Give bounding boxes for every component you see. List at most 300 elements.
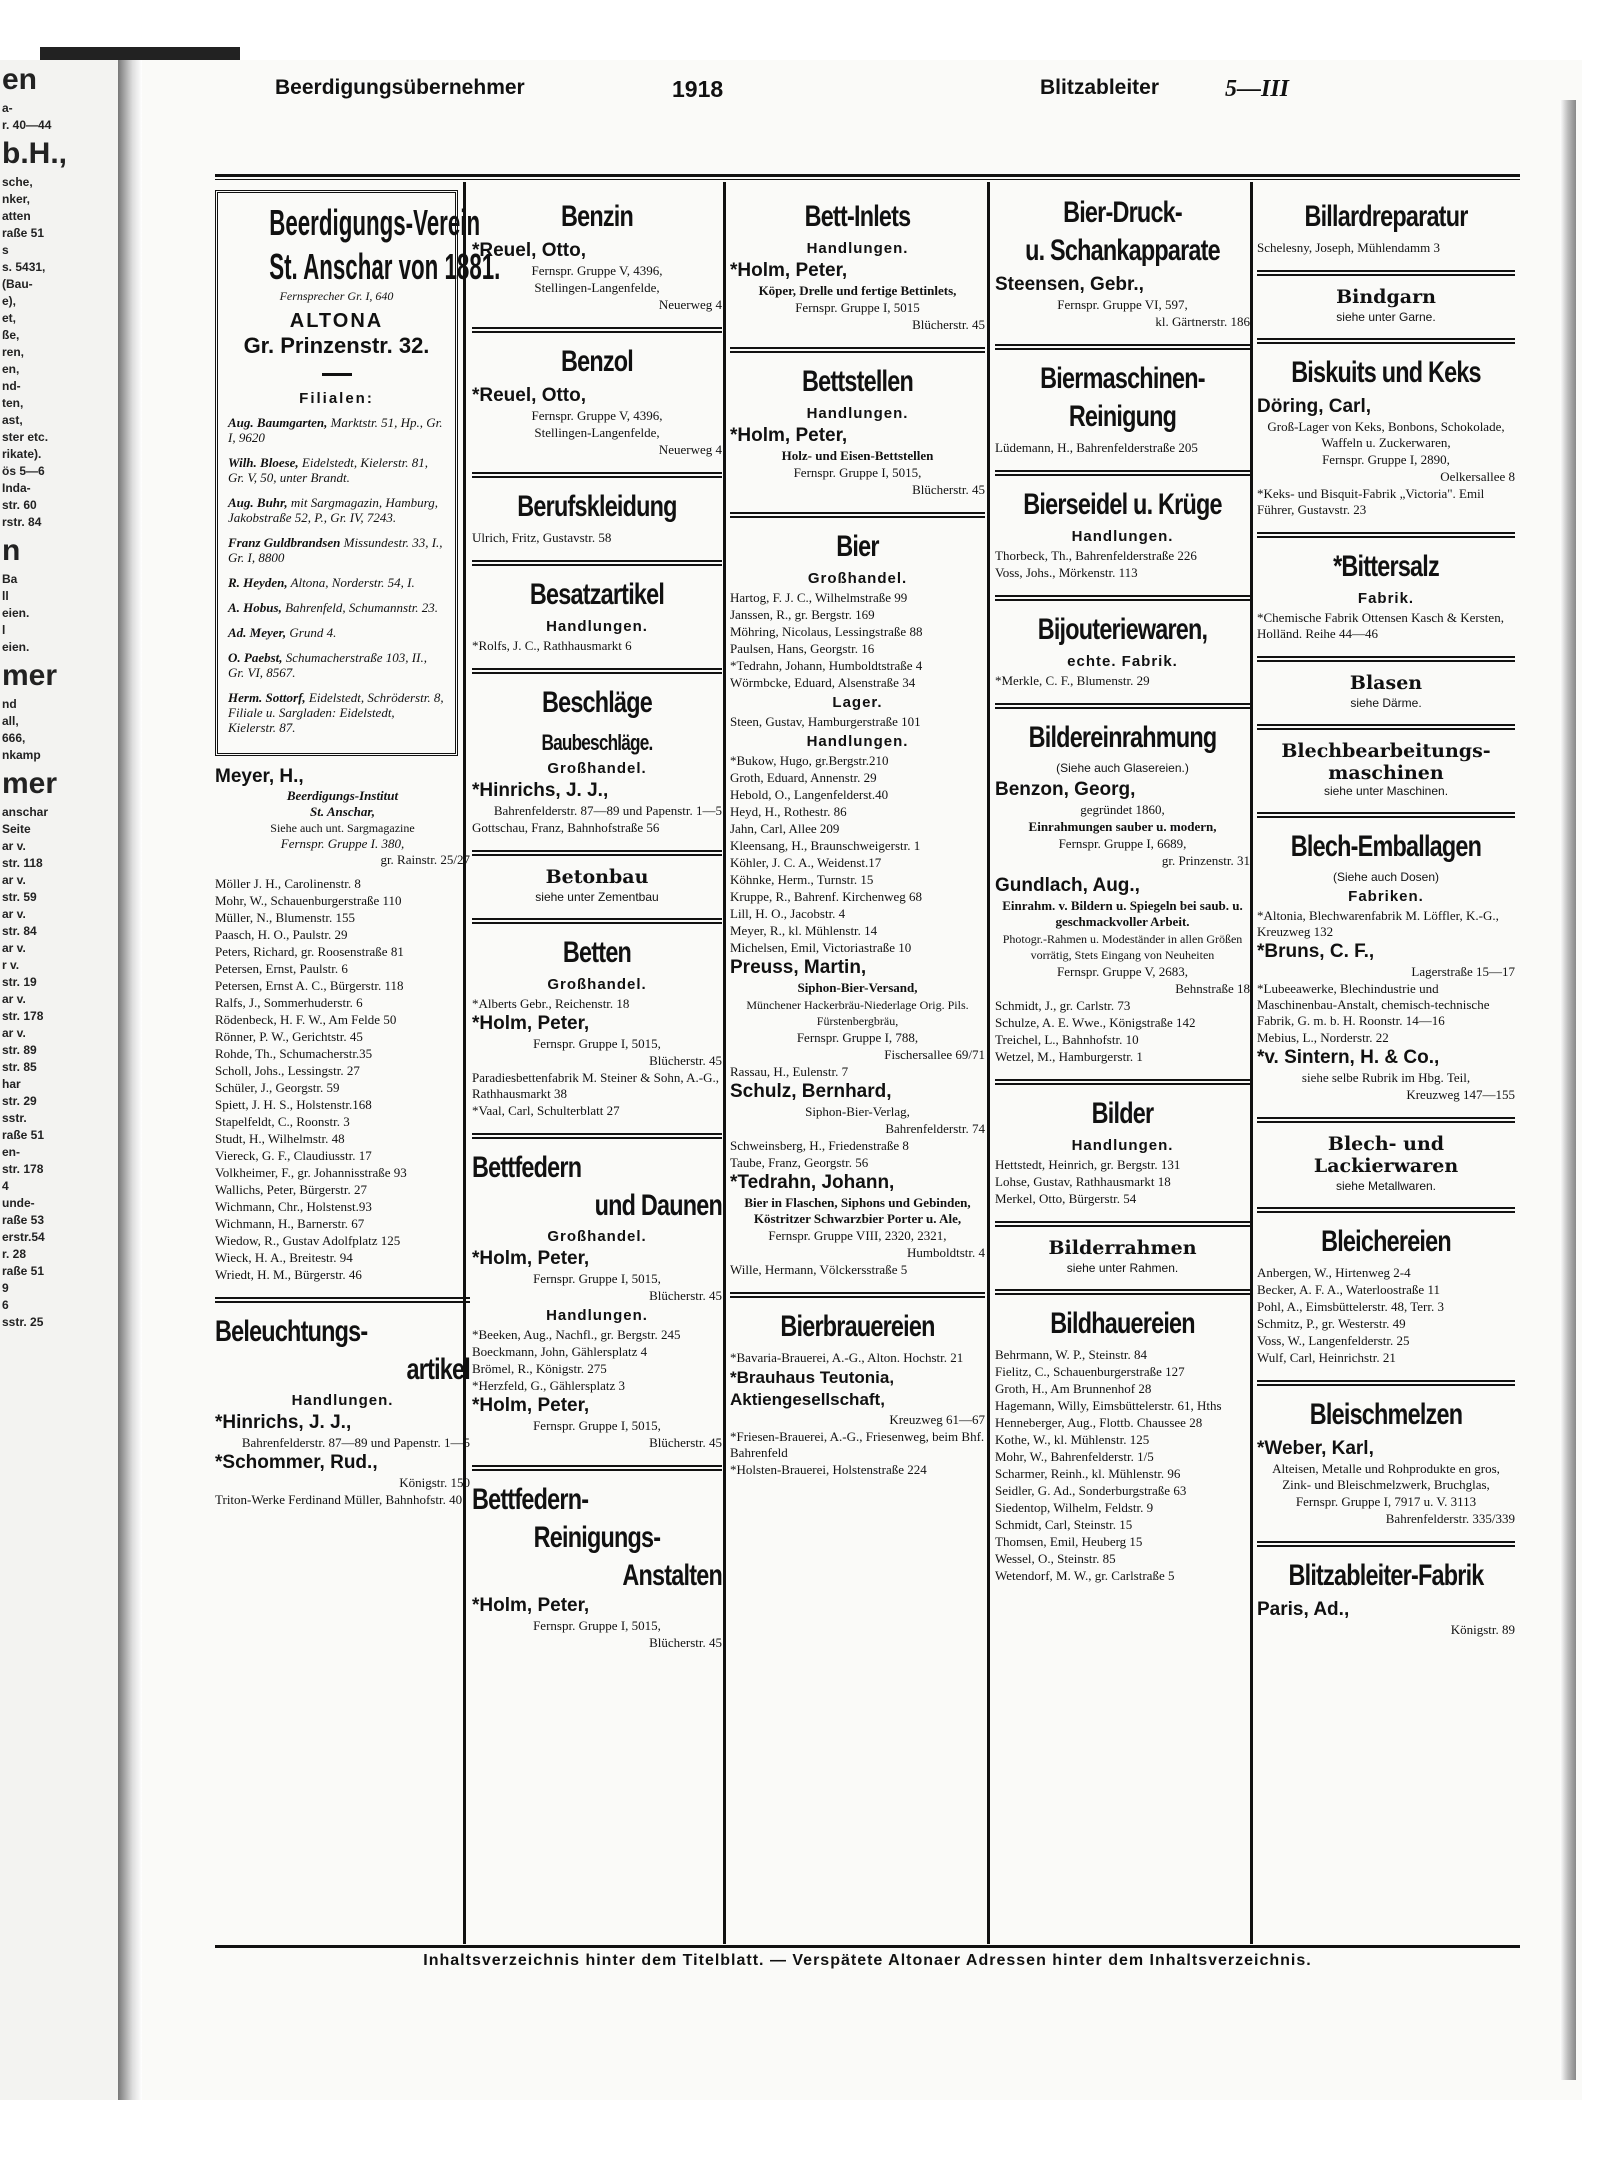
branch-name: Aug. Baumgarten, (228, 415, 328, 430)
text-fragment: str. 60 (2, 498, 37, 512)
entry-line: Humboldtstr. 4 (906, 1245, 985, 1260)
section-heading: Blitzableiter-Fabrik (1288, 1559, 1484, 1592)
list-item: Rödenbeck, H. F. W., Am Felde 50 (215, 1012, 397, 1027)
header-rule (215, 174, 1520, 177)
section-rule (472, 564, 722, 566)
text-fragment: ße, (2, 328, 20, 342)
section-heading: Berufskleidung (517, 490, 677, 523)
section-heading: u. Schankapparate (1025, 234, 1220, 267)
section-heading: Bier-Druck- (1063, 196, 1182, 229)
section-heading: Bierseidel u. Krüge (1023, 488, 1222, 521)
footer-note: Inhaltsverzeichnis hinter dem Titelblatt. — Verspätete Altonaer Adressen hinter dem Inhaltsverzeichnis. (423, 1952, 1312, 1969)
subheading: Handlungen. (291, 1392, 394, 1409)
entry-name: Steensen, Gebr., (995, 274, 1144, 295)
entry-line: Alteisen, Metalle und Rohprodukte en gros, Zink- und Bleischmelzwerk, Bruchglas, (1272, 1461, 1500, 1492)
list-item: Schmidt, Carl, Steinstr. 15 (995, 1517, 1133, 1532)
subheading: Großhandel. (547, 760, 647, 777)
list-item: *Altonia, Blechwarenfabrik M. Löffler, K.-G., Kreuzweg 132 (1257, 908, 1499, 939)
entry-name: *Reuel, Otto, (472, 385, 587, 406)
entry-line: Fernspr. Gruppe I. 380, (280, 836, 405, 851)
list-item: Paasch, H. O., Paulstr. 29 (215, 927, 348, 942)
entry-line: Fischersallee 69/71 (884, 1047, 985, 1062)
section-heading: Benzin (560, 200, 634, 233)
text-fragment: str. 118 (2, 856, 43, 870)
entry-name: *Holm, Peter, (472, 1595, 590, 1616)
entry-line: Köper, Drelle und fertige Bettinlets, (758, 283, 957, 298)
section-rule (1257, 660, 1515, 662)
list-item: Wetendorf, M. W., gr. Carlstraße 5 (995, 1568, 1175, 1583)
section-rule (995, 344, 1250, 346)
entry-list (995, 998, 1250, 1065)
branch-entry (228, 455, 445, 485)
section-heading: Biermaschinen- (1040, 362, 1205, 395)
list-item: Möller J. H., Carolinenstr. 8 (215, 876, 361, 891)
list-item: Schmitz, P., gr. Westerstr. 49 (1257, 1316, 1406, 1331)
footer-rule (215, 1945, 1520, 1948)
text-fragment: str. 178 (2, 1009, 44, 1023)
entry-line: Fernspr. Gruppe I, 5015, (533, 1418, 661, 1433)
text-fragment: (Bau- (2, 277, 33, 291)
text-fragment: mer (2, 659, 58, 692)
list-item: Schulze, A. E. Wwe., Königstraße 142 (995, 1015, 1196, 1030)
text-fragment: ster etc. (2, 430, 49, 444)
branch-name: A. Hobus, (228, 600, 282, 615)
section-rule (1257, 812, 1515, 814)
section-rule (995, 1225, 1250, 1227)
entry-line: Stellingen-Langenfelde, (534, 425, 660, 440)
section-rule (995, 470, 1250, 472)
section-rule (472, 854, 722, 856)
text-fragment: str. 178 (2, 1162, 44, 1176)
list-item: Gottschau, Franz, Bahnhofstraße 56 (472, 820, 660, 835)
entry-list (995, 1347, 1250, 1584)
header-left: Beerdigungsübernehmer (275, 76, 525, 99)
entry-line: Siphon-Bier-Verlag, (805, 1104, 910, 1119)
cross-reference: siehe unter Rahmen. (1066, 1261, 1179, 1275)
cross-reference: (Siehe auch Dosen) (1332, 870, 1440, 884)
section-rule (1257, 1541, 1515, 1543)
text-fragment: 6 (2, 1298, 9, 1312)
section-rule (472, 672, 722, 674)
list-item: Pohl, A., Eimsbüttelerstr. 48, Terr. 3 (1257, 1299, 1444, 1314)
list-item: Becker, A. F. A., Waterloostraße 11 (1257, 1282, 1440, 1297)
section-rule (995, 1083, 1250, 1085)
branch-name: Franz Guldbrandsen (228, 535, 341, 550)
section-rule (472, 472, 722, 474)
list-item: Rönner, P. W., Gerichtstr. 45 (215, 1029, 363, 1044)
text-fragment: a- (2, 101, 13, 115)
text-fragment: 9 (2, 1281, 9, 1295)
section-heading: Reinigungs- (533, 1521, 661, 1554)
section-heading: Reinigung (1068, 400, 1177, 433)
entry-name: *Reuel, Otto, (472, 240, 587, 261)
entry-list (215, 876, 470, 1283)
column-5 (1257, 190, 1515, 1940)
text-fragment: ar v. (2, 992, 26, 1006)
list-item: *Merkle, C. F., Blumenstr. 29 (995, 673, 1150, 688)
section-rule (472, 1133, 722, 1135)
section-heading: Blasen (1349, 672, 1423, 694)
entry-line: Fernspr. Gruppe VI, 597, (1057, 297, 1188, 312)
list-item: *Bukow, Hugo, gr.Bergstr.210 (730, 753, 889, 768)
entry-name: Benzon, Georg, (995, 779, 1136, 800)
section-heading: Anstalten (622, 1559, 722, 1592)
list-item: Spiett, J. H. S., Holstenstr.168 (215, 1097, 372, 1112)
text-fragment: nd (2, 697, 17, 711)
entry-line: Behnstraße 18 (1175, 981, 1250, 996)
entry-name: *Hinrichs, J. J., (215, 1412, 352, 1433)
entry-name: *Weber, Karl, (1257, 1438, 1374, 1459)
header-year: 1918 (672, 76, 724, 102)
list-item: *Holsten-Brauerei, Holstenstraße 224 (730, 1462, 927, 1477)
text-fragment: nkamp (2, 748, 41, 762)
entry-line: Fernspr. Gruppe VIII, 2320, 2321, (768, 1228, 947, 1243)
entry-line: Blücherstr. 45 (649, 1053, 722, 1068)
page-edge (1560, 100, 1576, 2080)
entry-line: Bahrenfelderstr. 74 (885, 1121, 985, 1136)
list-item: *Friesen-Brauerei, A.-G., Friesenweg, beim Bhf. Bahrenfeld (730, 1429, 985, 1460)
entry-line: Fernspr. Gruppe I, 5015, (533, 1271, 661, 1286)
list-item: Treichel, L., Bahnhofstr. 10 (995, 1032, 1139, 1047)
subheading: Großhandel. (807, 570, 908, 587)
list-item: Kruppe, R., Bahrenf. Kirchenweg 68 (730, 889, 923, 904)
text-fragment: et, (2, 311, 17, 325)
list-item: Groth, H., Am Brunnenhof 28 (995, 1381, 1152, 1396)
list-item: Stapelfeldt, C., Roonstr. 3 (215, 1114, 350, 1129)
entry-line: Blücherstr. 45 (912, 482, 985, 497)
section-rule (1257, 816, 1515, 818)
text-fragment: mer (2, 767, 58, 800)
list-item: Meyer, R., kl. Mühlenstr. 14 (730, 923, 878, 938)
section-rule (472, 560, 722, 562)
section-rule (995, 595, 1250, 597)
entry-name: *Schommer, Rud., (215, 1452, 378, 1473)
text-fragment: r. 28 (2, 1247, 27, 1261)
book-gutter (118, 60, 142, 2100)
branch-address: Marktstr. 51, Hp., Gr. I, 9620 (228, 415, 443, 445)
list-item: Rohde, Th., Schumacherstr.35 (215, 1046, 373, 1061)
list-item: Möhring, Nicolaus, Lessingstraße 88 (730, 624, 923, 639)
entry-line: gr. Prinzenstr. 31 (1161, 853, 1250, 868)
list-item: *Chemische Fabrik Ottensen Kasch & Kersten, Holländ. Reihe 44—46 (1257, 610, 1504, 641)
section-rule (1257, 338, 1515, 340)
entry-line: Bahrenfelderstr. 87—89 und Papenstr. 1—5 (241, 1435, 470, 1450)
subheading: Handlungen. (806, 240, 909, 257)
list-item: Thorbeck, Th., Bahrenfelderstraße 226 (995, 548, 1197, 563)
list-item: Schüler, J., Georgstr. 59 (215, 1080, 340, 1095)
section-rule (995, 1079, 1250, 1081)
entry-name: Döring, Carl, (1257, 396, 1372, 417)
branch-entry (228, 690, 445, 735)
entry-line: Kreuzweg 61—67 (889, 1412, 985, 1427)
section-rule (472, 850, 722, 852)
funeral-association-ad (215, 190, 501, 756)
text-fragment: str. 19 (2, 975, 37, 989)
entry-line: Münchener Hackerbräu-Niederlage Orig. Pils. Fürstenbergbräu, (746, 998, 969, 1028)
section-rule (472, 1137, 722, 1139)
list-item: Kothe, W., kl. Mühlenstr. 125 (995, 1432, 1150, 1447)
list-item: Janssen, R., gr. Bergstr. 169 (730, 607, 875, 622)
entry-name: Paris, Ad., (1257, 1599, 1350, 1620)
text-fragment: s. 5431, (2, 260, 46, 274)
meyer-entry (215, 766, 470, 868)
text-fragment: e), (2, 294, 17, 308)
list-item: Wessel, O., Steinstr. 85 (995, 1551, 1116, 1566)
branch-entry (228, 575, 445, 590)
section-heading: *Bittersalz (1333, 550, 1439, 583)
section-heading: Bett-Inlets (804, 200, 911, 233)
text-fragment: ten, (2, 396, 24, 410)
list-item: Triton-Werke Ferdinand Müller, Bahnhofstr. 40 (215, 1492, 463, 1507)
entry-line: Fernspr. Gruppe V, 4396, (531, 408, 663, 423)
text-fragment: str. 85 (2, 1060, 37, 1074)
section-rule (730, 351, 985, 353)
column-4 (995, 190, 1250, 1940)
entry-name: *Holm, Peter, (472, 1013, 590, 1034)
entry-line: Bahrenfelderstr. 335/339 (1385, 1511, 1515, 1526)
subheading: echte. Fabrik. (1067, 653, 1178, 670)
list-item: Hebold, O., Langenfelderst.40 (730, 787, 889, 802)
section-rule (730, 1296, 985, 1298)
subheading: Handlungen. (806, 733, 909, 750)
list-item: Wulf, Carl, Heinrichstr. 21 (1257, 1350, 1396, 1365)
text-fragment: s (2, 243, 9, 257)
section-rule (730, 1292, 985, 1294)
text-fragment: Ba (2, 572, 18, 586)
list-item: Boeckmann, John, Gählersplatz 4 (472, 1344, 648, 1359)
entry-line: Groß-Lager von Keks, Bonbons, Schokolade, Waffeln u. Zuckerwaren, (1267, 419, 1505, 450)
section-heading: Bildhauereien (1050, 1307, 1195, 1340)
list-item: *Lubeeawerke, Blechindustrie und Maschinenbau-Anstalt, chemisch-technische Fabrik, G. m. b. H. Roonstr. 14—16 (1257, 981, 1490, 1028)
section-heading: Bier (836, 530, 879, 563)
section-rule (1257, 1380, 1515, 1382)
text-fragment: en (2, 63, 38, 96)
entry-list (995, 1157, 1250, 1207)
branch-entry (228, 625, 445, 640)
text-fragment: sche, (2, 175, 33, 189)
list-item: Brömel, R., Königstr. 275 (472, 1361, 607, 1376)
section-rule (995, 348, 1250, 350)
column-1 (215, 190, 501, 1940)
subheading: Handlungen. (1071, 528, 1174, 545)
section-heading: Bijouteriewaren, (1037, 613, 1208, 646)
entry-name: *Tedrahn, Johann, (730, 1172, 895, 1193)
section-heading: Bettfedern (472, 1151, 582, 1184)
column-rule (1250, 182, 1253, 1944)
list-item: Ulrich, Fritz, Gustavstr. 58 (472, 530, 612, 545)
previous-page-fragment (0, 60, 120, 2100)
text-fragment: ös 5—6 (2, 464, 45, 478)
entry-line: Siphon-Bier-Versand, (797, 980, 918, 995)
section-rule (1257, 1207, 1515, 1209)
list-item: Peters, Richard, gr. Roosenstraße 81 (215, 944, 404, 959)
text-fragment: en- (2, 1145, 20, 1159)
section-heading: Benzol (560, 345, 634, 378)
section-rule (995, 474, 1250, 476)
subheading: Großhandel. (547, 1228, 647, 1245)
list-item: Volkheimer, F., gr. Johannisstraße 93 (215, 1165, 407, 1180)
list-item: Anbergen, W., Hirtenweg 2-4 (1257, 1265, 1411, 1280)
column-2 (472, 190, 722, 1940)
section-rule (472, 327, 722, 329)
section-rule (730, 512, 985, 514)
cross-reference: siehe Metallwaren. (1335, 1179, 1437, 1193)
section-rule (1257, 728, 1515, 730)
entry-line: Fernspr. Gruppe I, 5015, (793, 465, 922, 480)
section-heading: Blech- und Lackierwaren (1313, 1133, 1459, 1177)
branch-name: O. Paebst, (228, 650, 283, 665)
text-fragment: Seite (2, 822, 31, 836)
branch-entry (228, 415, 445, 445)
section-rule (472, 331, 722, 333)
section-heading: Bilder (1091, 1097, 1154, 1130)
section-rule (472, 1469, 722, 1471)
list-item: Rassau, H., Eulenstr. 7 (730, 1064, 849, 1079)
entry-name: Meyer, H., (215, 766, 304, 787)
entry-name: *Brauhaus Teutonia, Aktiengesellschaft, (730, 1368, 895, 1409)
entry-list (730, 753, 985, 956)
list-item: Viereck, G. F., Claudiusstr. 17 (215, 1148, 372, 1163)
list-item: Petersen, Ernst, Paulstr. 6 (215, 961, 348, 976)
section-rule (1257, 1121, 1515, 1123)
branch-entry (228, 650, 445, 680)
text-fragment: rstr. 84 (2, 515, 42, 529)
entry-list (1257, 1265, 1515, 1366)
entry-line: St. Anschar, (310, 804, 375, 819)
list-item: Köhnke, Herm., Turnstr. 15 (730, 872, 874, 887)
entry-line: Holz- und Eisen-Bettstellen (781, 448, 934, 463)
list-item: Wiedow, R., Gustav Adolfplatz 125 (215, 1233, 401, 1248)
branch-name: Aug. Buhr, (228, 495, 288, 510)
entry-line: Neuerweg 4 (658, 297, 722, 312)
branch-address: Schumacherstraße 103, II., Gr. VI, 8567. (228, 650, 427, 680)
entry-line: Siehe auch unt. Sargmagazine (270, 821, 415, 835)
branch-address: Altona, Norderstr. 54, I. (290, 575, 415, 590)
entry-list (730, 590, 985, 691)
list-item: Michelsen, Emil, Victoriastraße 10 (730, 940, 912, 955)
entry-line: Bahrenfelderstr. 87—89 und Papenstr. 1—5 (493, 803, 722, 818)
text-fragment: atten (2, 209, 31, 223)
section-rule (472, 922, 722, 924)
entry-line: Blücherstr. 45 (649, 1435, 722, 1450)
entry-line: Königstr. 89 (1450, 1622, 1515, 1637)
section-rule (995, 1289, 1250, 1291)
section-rule (730, 516, 985, 518)
list-item: Wetzel, M., Hamburgerstr. 1 (995, 1049, 1143, 1064)
section-rule (995, 599, 1250, 601)
branch-name: Ad. Meyer, (228, 625, 287, 640)
entry-line: Blücherstr. 45 (649, 1288, 722, 1303)
section-heading: artikel (406, 1353, 470, 1386)
list-item: Mebius, L., Norderstr. 22 (1257, 1030, 1389, 1045)
subheading: Lager. (832, 694, 883, 711)
list-item: Groth, Eduard, Annenstr. 29 (730, 770, 877, 785)
section-rule (995, 707, 1250, 709)
section-heading: Bettfedern- (472, 1483, 589, 1516)
list-item: Wallichs, Peter, Bürgerstr. 27 (215, 1182, 368, 1197)
list-item: Lüdemann, H., Bahrenfelderstraße 205 (995, 440, 1198, 455)
list-item: *Tedrahn, Johann, Humboldtstraße 4 (730, 658, 923, 673)
section-rule (1257, 1117, 1515, 1119)
list-item: Wichmann, Chr., Holstenst.93 (215, 1199, 372, 1214)
text-fragment: ast, (2, 413, 23, 427)
list-item: *Keks- und Bisquit-Fabrik „Victoria". Emil Führer, Gustavstr. 23 (1257, 486, 1485, 517)
entry-line: Fernspr. Gruppe I, 7917 u. V. 3113 (1295, 1494, 1477, 1509)
entry-line: Königstr. 150 (399, 1475, 470, 1490)
subheading: Handlungen. (546, 618, 648, 635)
entry-name: *Bruns, C. F., (1257, 941, 1375, 962)
section-rule (1257, 274, 1515, 276)
section-rule (1257, 724, 1515, 726)
branch-address: Eidelstedt, Schröderstr. 8, Filiale u. Sargladen: Eidelstedt, Kielerstr. 87. (228, 690, 444, 735)
section-heading: Bleichereien (1321, 1225, 1451, 1258)
list-item: Wörmbcke, Eduard, Alsenstraße 34 (730, 675, 916, 690)
text-fragment: nd- (2, 379, 21, 393)
text-fragment: ren, (2, 345, 25, 359)
section-heading: Besatzartikel (529, 578, 665, 611)
list-item: Taube, Franz, Georgstr. 56 (730, 1155, 869, 1170)
ad-address: Gr. Prinzenstr. 32. (243, 333, 430, 358)
text-fragment: en, (2, 362, 20, 376)
cross-reference: siehe unter Zementbau (535, 890, 659, 904)
text-fragment: 4 (2, 1179, 9, 1193)
list-item: Hagemann, Willy, Eimsbüttelerstr. 61, Hths (995, 1398, 1222, 1413)
text-fragment: erstr.54 (2, 1230, 45, 1244)
list-item: Lill, H. O., Jacobstr. 4 (730, 906, 846, 921)
section-rule (472, 918, 722, 920)
ad-title-line1: Beerdigungs-Verein (269, 202, 481, 243)
text-fragment: unde- (2, 1196, 35, 1210)
cross-reference: siehe unter Maschinen. (1323, 784, 1449, 798)
section-rule (1257, 1545, 1515, 1547)
cross-reference: siehe Därme. (1350, 696, 1422, 710)
list-item: Scholl, Johs., Lessingstr. 27 (215, 1063, 360, 1078)
text-fragment: ar v. (2, 941, 26, 955)
text-fragment: eien. (2, 606, 30, 620)
list-item: Wille, Hermann, Völckersstraße 5 (730, 1262, 908, 1277)
text-fragment: raße 51 (2, 1264, 45, 1278)
ad-phone: Fernsprecher Gr. I, 640 (279, 289, 394, 303)
entry-line: Photogr.-Rahmen u. Modeständer in allen Größen vorrätig, Stets Eingang von Neuheiten (1002, 932, 1243, 962)
section-rule (1257, 1211, 1515, 1213)
text-fragment: r. 40—44 (2, 118, 52, 132)
list-item: *Rolfs, J. C., Rathhausmarkt 6 (472, 638, 632, 653)
list-item: Voss, W., Langenfelderstr. 25 (1257, 1333, 1410, 1348)
list-item: *Alberts Gebr., Reichenstr. 18 (472, 996, 630, 1011)
entry-list (472, 1327, 722, 1394)
text-fragment: rikate). (2, 447, 42, 461)
branch-name: R. Heyden, (228, 575, 288, 590)
entry-line: Einrahmungen sauber u. modern, (1028, 819, 1217, 834)
list-item: Fielitz, C., Schauenburgerstraße 127 (995, 1364, 1185, 1379)
list-item: Voss, Johs., Mörkenstr. 113 (995, 565, 1138, 580)
list-item: Schelesny, Joseph, Mühlendamm 3 (1257, 240, 1440, 255)
list-item: Hettstedt, Heinrich, gr. Bergstr. 131 (995, 1157, 1181, 1172)
text-fragment: str. 29 (2, 1094, 37, 1108)
list-item: Hartog, F. J. C., Wilhelmstraße 99 (730, 590, 908, 605)
section-rule (995, 1221, 1250, 1223)
text-fragment: har (2, 1077, 21, 1091)
entry-line: gr. Rainstr. 25/27 (380, 852, 470, 867)
section-heading: Blech-Emballagen (1290, 830, 1482, 863)
list-item: Heyd, H., Rothestr. 86 (730, 804, 847, 819)
text-fragment: ar v. (2, 907, 26, 921)
text-fragment: raße 51 (2, 1128, 45, 1142)
list-item: Wriedt, H. M., Bürgerstr. 46 (215, 1267, 362, 1282)
text-fragment: l (2, 623, 6, 637)
branch-address: Grund 4. (289, 625, 337, 640)
entry-name: Gundlach, Aug., (995, 875, 1140, 896)
